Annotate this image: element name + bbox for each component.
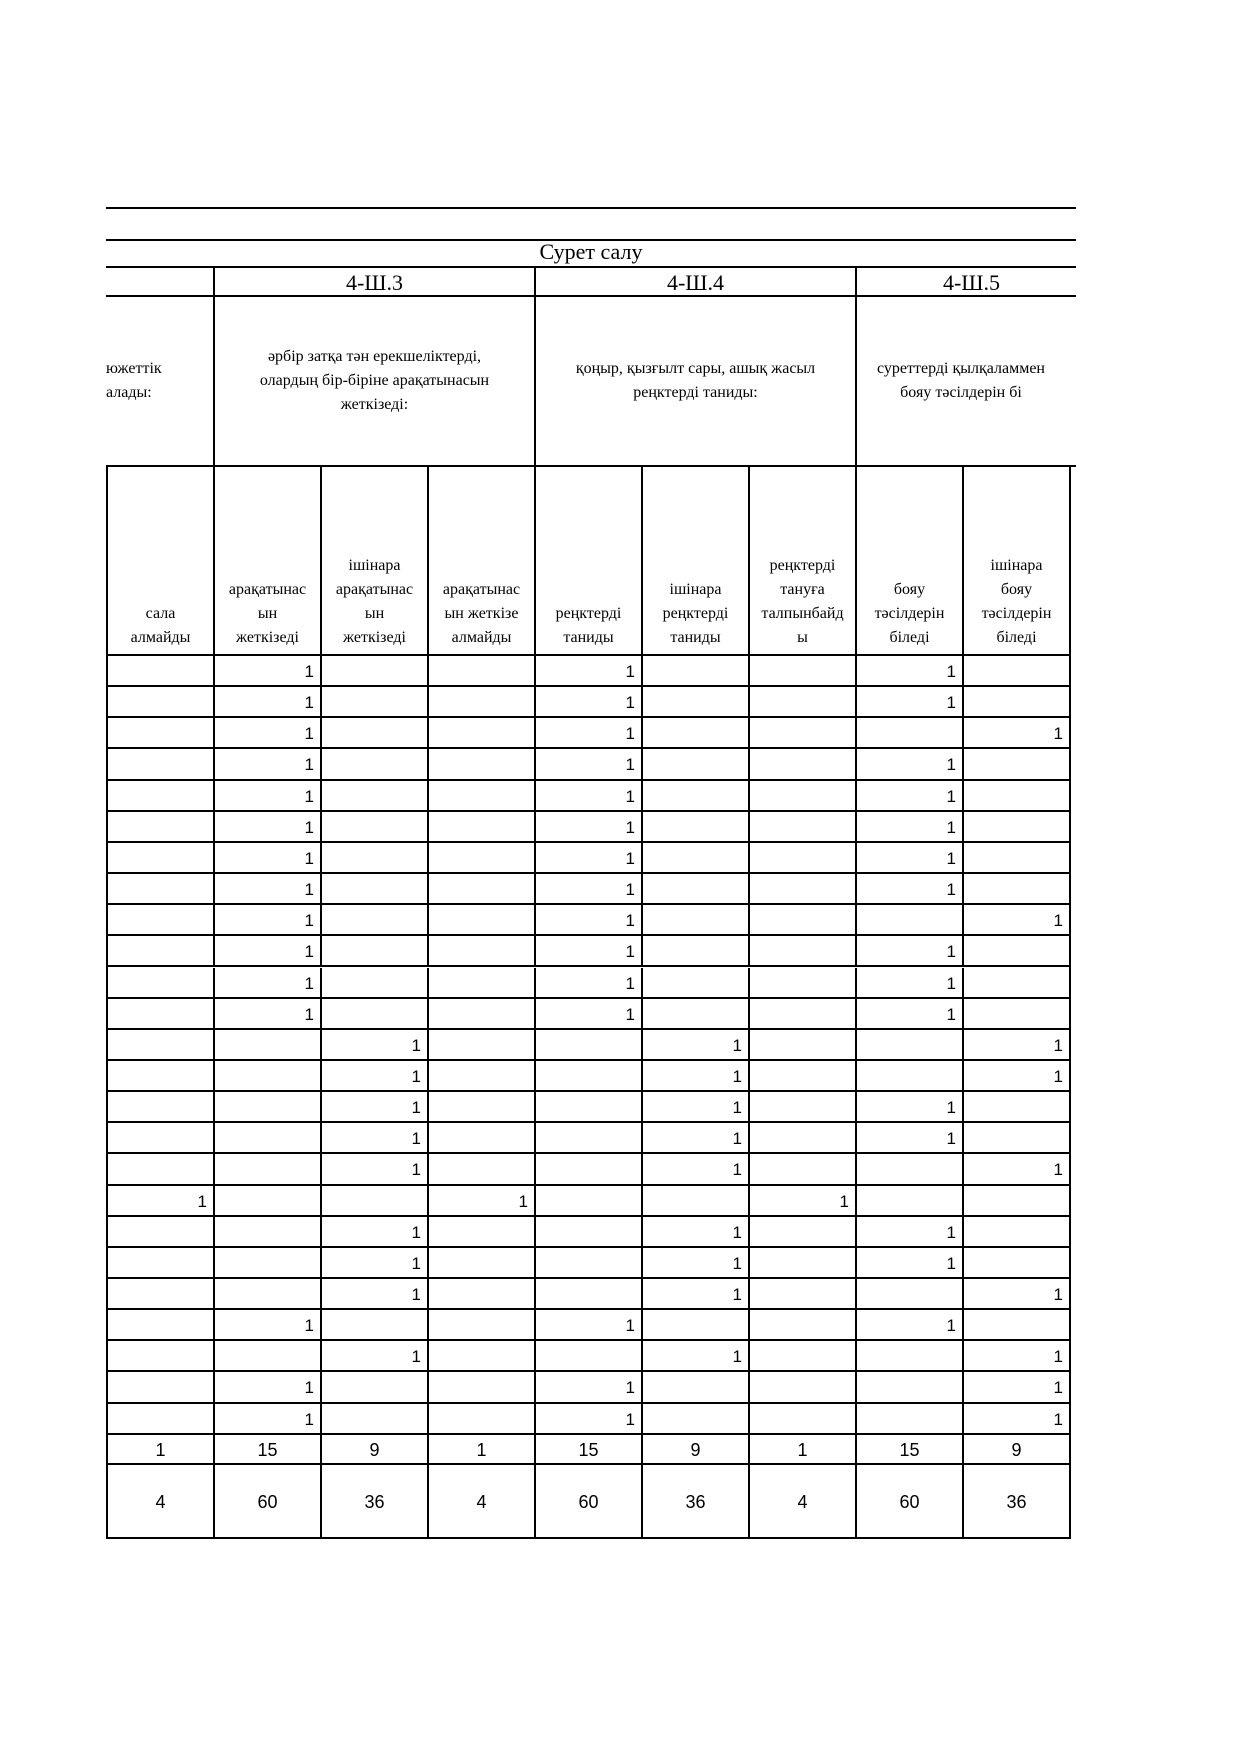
total-count-cell: 1 (106, 1435, 213, 1465)
table-cell (855, 1061, 962, 1092)
table-cell: 1 (213, 687, 320, 718)
table-cell: 1 (962, 905, 1069, 936)
table-cell (427, 1404, 534, 1435)
table-cell: 1 (534, 1404, 641, 1435)
table-cell (534, 1154, 641, 1185)
table-cell (106, 843, 213, 874)
total-percent-cell: 60 (855, 1465, 962, 1539)
table-cell (106, 1061, 213, 1092)
section-title: Сурет салу (539, 239, 643, 264)
table-cell (427, 1061, 534, 1092)
table-cell (534, 1217, 641, 1248)
table-cell (534, 1030, 641, 1061)
table-cell (748, 1123, 855, 1154)
table-cell: 1 (534, 936, 641, 967)
table-cell: 1 (855, 1310, 962, 1341)
table-cell: 1 (855, 999, 962, 1030)
table-cell (320, 749, 427, 780)
table-cell (748, 718, 855, 749)
table-cell: 1 (534, 781, 641, 812)
table-cell (427, 968, 534, 999)
table-cell: 1 (213, 781, 320, 812)
sub-header-text: ішінара арақатынас ын жеткізеді (335, 557, 414, 646)
table-cell (641, 1186, 748, 1217)
table-cell (748, 781, 855, 812)
table-cell: 1 (320, 1279, 427, 1310)
table-cell (106, 781, 213, 812)
table-cell (427, 656, 534, 687)
table-cell: 1 (534, 656, 641, 687)
table-cell (320, 1372, 427, 1403)
table-cell (962, 1092, 1069, 1123)
table-cell (962, 968, 1069, 999)
table-cell (748, 999, 855, 1030)
table-cell (320, 781, 427, 812)
table-cell (427, 936, 534, 967)
table-cell: 1 (213, 905, 320, 936)
table-cell (534, 1248, 641, 1279)
total-percent-cell: 4 (106, 1465, 213, 1539)
table-cell (641, 656, 748, 687)
table-cell (106, 905, 213, 936)
criterion-description (855, 297, 1076, 467)
table-cell (641, 1310, 748, 1341)
table-cell (106, 1154, 213, 1185)
table-cell: 1 (641, 1248, 748, 1279)
table-cell (855, 1341, 962, 1372)
table-cell: 1 (106, 1186, 213, 1217)
table-cell (320, 656, 427, 687)
table-cell: 1 (427, 1186, 534, 1217)
table-cell (748, 687, 855, 718)
table-cell: 1 (213, 718, 320, 749)
sub-header (427, 467, 534, 656)
table-cell (962, 781, 1069, 812)
table-cell: 1 (213, 656, 320, 687)
total-count-cell: 9 (641, 1435, 748, 1465)
table-cell (427, 1217, 534, 1248)
table-cell: 1 (855, 812, 962, 843)
table-cell: 1 (534, 1372, 641, 1403)
table-cell (213, 1154, 320, 1185)
table-cell (962, 936, 1069, 967)
table-left-border (106, 656, 108, 1539)
table-cell (320, 1310, 427, 1341)
table-cell (748, 656, 855, 687)
table-cell (320, 812, 427, 843)
table-cell (534, 1061, 641, 1092)
table-cell: 1 (320, 1061, 427, 1092)
sub-header-text: реңктерді тануға талпынбайд ы (761, 557, 844, 646)
total-percent-cell: 4 (748, 1465, 855, 1539)
criterion-description-text: әрбір затқа тән ерекшеліктерді, олардың бір-біріне арақатынасын жеткізеді: (259, 348, 490, 413)
top-rule (106, 207, 1076, 209)
table-cell: 1 (213, 1372, 320, 1403)
total-count-cell: 15 (855, 1435, 962, 1465)
criterion-description-text: қоңыр, қызғылт сары, ашық жасыл реңктерді таниды: (575, 360, 816, 401)
table-cell (320, 999, 427, 1030)
table-cell (106, 968, 213, 999)
table-cell (320, 936, 427, 967)
criterion-description (534, 297, 855, 467)
table-cell: 1 (855, 968, 962, 999)
table-cell: 1 (320, 1217, 427, 1248)
sub-header (213, 467, 320, 656)
table-cell (320, 718, 427, 749)
table-cell (106, 687, 213, 718)
sub-header (106, 467, 213, 656)
table-cell (641, 812, 748, 843)
table-cell: 1 (855, 1217, 962, 1248)
sub-header-text: бояу тәсілдерін біледі (874, 581, 945, 646)
table-cell: 1 (962, 1061, 1069, 1092)
total-count-cell: 15 (213, 1435, 320, 1465)
table-cell (641, 718, 748, 749)
table-cell (320, 874, 427, 905)
table-cell (962, 656, 1069, 687)
table-cell: 1 (962, 1154, 1069, 1185)
table-cell (748, 1248, 855, 1279)
table-cell (320, 968, 427, 999)
sub-header (748, 467, 855, 656)
table-cell (106, 1248, 213, 1279)
total-percent-cell: 4 (427, 1465, 534, 1539)
table-cell (427, 1123, 534, 1154)
table-cell (855, 1030, 962, 1061)
table-right-border (1069, 467, 1071, 1539)
sub-header (534, 467, 641, 656)
sub-header (641, 467, 748, 656)
table-cell: 1 (855, 656, 962, 687)
criterion-description-text: суреттерді қылқаламмен бояу тәсілдерін бі (877, 360, 1045, 401)
table-cell (427, 1248, 534, 1279)
table-cell (427, 874, 534, 905)
sub-header (962, 467, 1069, 656)
table-cell: 1 (962, 1372, 1069, 1403)
table-cell (748, 843, 855, 874)
table-cell (320, 905, 427, 936)
total-count-cell: 9 (320, 1435, 427, 1465)
table-cell (855, 1154, 962, 1185)
table-cell (213, 1186, 320, 1217)
table-cell (106, 1310, 213, 1341)
table-cell (427, 843, 534, 874)
table-cell: 1 (534, 999, 641, 1030)
table-cell (106, 999, 213, 1030)
table-cell (641, 874, 748, 905)
criterion-description (213, 297, 534, 467)
table-cell (641, 1404, 748, 1435)
table-cell (748, 936, 855, 967)
table-cell (962, 1217, 1069, 1248)
criterion-description-text: южеттік алады: (106, 360, 162, 401)
table-cell (427, 1279, 534, 1310)
table-cell (213, 1279, 320, 1310)
sub-header-text: реңктерді таниды (555, 605, 622, 646)
table-cell: 1 (213, 968, 320, 999)
table-cell (748, 1310, 855, 1341)
table-cell: 1 (641, 1279, 748, 1310)
table-cell (427, 749, 534, 780)
table-cell (427, 718, 534, 749)
table-cell (213, 1061, 320, 1092)
table-cell (748, 1279, 855, 1310)
table-cell (106, 936, 213, 967)
total-percent-cell: 36 (962, 1465, 1069, 1539)
table-cell (106, 1341, 213, 1372)
table-cell: 1 (855, 843, 962, 874)
table-cell: 1 (641, 1061, 748, 1092)
sub-header-text: ішінара бояу тәсілдерін біледі (981, 557, 1052, 646)
table-cell: 1 (855, 749, 962, 780)
table-cell: 1 (962, 1279, 1069, 1310)
table-cell: 1 (534, 749, 641, 780)
total-count-cell: 9 (962, 1435, 1069, 1465)
table-cell (962, 812, 1069, 843)
table-cell (213, 1341, 320, 1372)
table-cell (320, 687, 427, 718)
total-count-cell: 1 (427, 1435, 534, 1465)
table-cell (641, 781, 748, 812)
table-cell: 1 (534, 1310, 641, 1341)
table-cell (106, 874, 213, 905)
table-cell (320, 1186, 427, 1217)
table-cell: 1 (534, 905, 641, 936)
table-cell (106, 749, 213, 780)
table-cell (641, 936, 748, 967)
table-cell (855, 905, 962, 936)
table-cell (962, 999, 1069, 1030)
table-cell: 1 (213, 999, 320, 1030)
table-cell (534, 1092, 641, 1123)
table-cell: 1 (962, 1030, 1069, 1061)
table-cell (213, 1030, 320, 1061)
table-cell (641, 687, 748, 718)
table-cell (748, 1372, 855, 1403)
table-cell (641, 749, 748, 780)
table-cell: 1 (855, 687, 962, 718)
table-cell (748, 1341, 855, 1372)
table-cell: 1 (320, 1341, 427, 1372)
criterion-description (106, 297, 213, 467)
table-cell: 1 (855, 1092, 962, 1123)
table-cell: 1 (213, 843, 320, 874)
table-cell (962, 843, 1069, 874)
total-count-cell: 15 (534, 1435, 641, 1465)
table-cell: 1 (213, 749, 320, 780)
table-cell: 1 (641, 1092, 748, 1123)
table-cell (641, 968, 748, 999)
total-percent-cell: 36 (320, 1465, 427, 1539)
assessment-table (106, 267, 1076, 1557)
table-cell (748, 905, 855, 936)
table-cell: 1 (213, 1404, 320, 1435)
table-cell (748, 1061, 855, 1092)
table-cell (748, 812, 855, 843)
sub-header (855, 467, 962, 656)
table-cell (106, 656, 213, 687)
table-cell (962, 1123, 1069, 1154)
table-cell (962, 1310, 1069, 1341)
table-cell (106, 718, 213, 749)
table-cell (427, 1341, 534, 1372)
table-cell (748, 1030, 855, 1061)
table-cell (748, 1154, 855, 1185)
table-cell: 1 (534, 874, 641, 905)
table-cell (213, 1092, 320, 1123)
table-cell (855, 1404, 962, 1435)
table-cell (962, 1248, 1069, 1279)
table-cell (855, 718, 962, 749)
table-cell: 1 (534, 718, 641, 749)
sub-header-text: ішінара реңктерді таниды (662, 581, 729, 646)
table-cell: 1 (534, 968, 641, 999)
table-cell (855, 1372, 962, 1403)
table-cell (748, 1404, 855, 1435)
table-cell (748, 1092, 855, 1123)
table-cell (106, 1404, 213, 1435)
table-cell (106, 1372, 213, 1403)
table-cell (106, 1217, 213, 1248)
table-cell: 1 (855, 936, 962, 967)
table-cell: 1 (641, 1030, 748, 1061)
table-cell: 1 (534, 812, 641, 843)
table-cell (962, 749, 1069, 780)
sub-header-text: арақатынас ын жеткізеді (228, 581, 307, 646)
table-cell (427, 812, 534, 843)
table-cell: 1 (855, 1123, 962, 1154)
table-cell: 1 (213, 1310, 320, 1341)
table-cell (427, 687, 534, 718)
table-cell: 1 (641, 1154, 748, 1185)
table-cell: 1 (213, 936, 320, 967)
table-cell (320, 1404, 427, 1435)
table-cell: 1 (213, 812, 320, 843)
sub-header-text: сала алмайды (130, 605, 191, 646)
table-cell (427, 1154, 534, 1185)
table-cell (427, 905, 534, 936)
table-cell: 1 (320, 1154, 427, 1185)
table-cell (427, 999, 534, 1030)
total-percent-cell: 60 (534, 1465, 641, 1539)
table-cell (213, 1217, 320, 1248)
criterion-code: 4-Ш.3 (213, 267, 534, 297)
sub-header (320, 467, 427, 656)
table-cell: 1 (641, 1217, 748, 1248)
table-cell (748, 749, 855, 780)
table-cell (106, 1279, 213, 1310)
table-cell: 1 (855, 874, 962, 905)
criterion-code: 4-Ш.4 (534, 267, 855, 297)
table-cell (427, 1092, 534, 1123)
table-cell (320, 843, 427, 874)
table-cell (213, 1123, 320, 1154)
table-cell (427, 781, 534, 812)
table-cell: 1 (855, 1248, 962, 1279)
table-cell (106, 1030, 213, 1061)
table-cell: 1 (641, 1341, 748, 1372)
table-cell (427, 1372, 534, 1403)
table-cell (855, 1279, 962, 1310)
table-cell (962, 1186, 1069, 1217)
table-cell: 1 (534, 843, 641, 874)
table-cell: 1 (962, 1341, 1069, 1372)
table-cell (748, 874, 855, 905)
table-cell (962, 874, 1069, 905)
total-count-cell: 1 (748, 1435, 855, 1465)
table-cell: 1 (320, 1030, 427, 1061)
table-cell (106, 1123, 213, 1154)
table-cell: 1 (534, 687, 641, 718)
criterion-code (106, 267, 213, 297)
table-cell (641, 999, 748, 1030)
table-cell: 1 (962, 1404, 1069, 1435)
table-cell (641, 905, 748, 936)
table-cell (106, 1092, 213, 1123)
table-cell (748, 1217, 855, 1248)
sub-header-text: арақатынас ын жеткізе алмайды (442, 581, 521, 646)
table-cell: 1 (641, 1123, 748, 1154)
table-cell (962, 687, 1069, 718)
table-cell (748, 968, 855, 999)
table-cell: 1 (320, 1123, 427, 1154)
table-cell (534, 1341, 641, 1372)
criterion-code: 4-Ш.5 (855, 267, 1076, 297)
table-cell (427, 1030, 534, 1061)
table-cell (641, 1372, 748, 1403)
table-cell: 1 (748, 1186, 855, 1217)
total-percent-cell: 36 (641, 1465, 748, 1539)
table-cell: 1 (213, 874, 320, 905)
table-cell (855, 1186, 962, 1217)
table-cell: 1 (855, 781, 962, 812)
table-cell (106, 812, 213, 843)
table-cell (641, 843, 748, 874)
total-percent-cell: 60 (213, 1465, 320, 1539)
table-cell (534, 1279, 641, 1310)
table-cell: 1 (320, 1248, 427, 1279)
table-cell: 1 (962, 718, 1069, 749)
table-cell (534, 1186, 641, 1217)
table-cell: 1 (320, 1092, 427, 1123)
table-cell (213, 1248, 320, 1279)
table-cell (427, 1310, 534, 1341)
table-cell (534, 1123, 641, 1154)
